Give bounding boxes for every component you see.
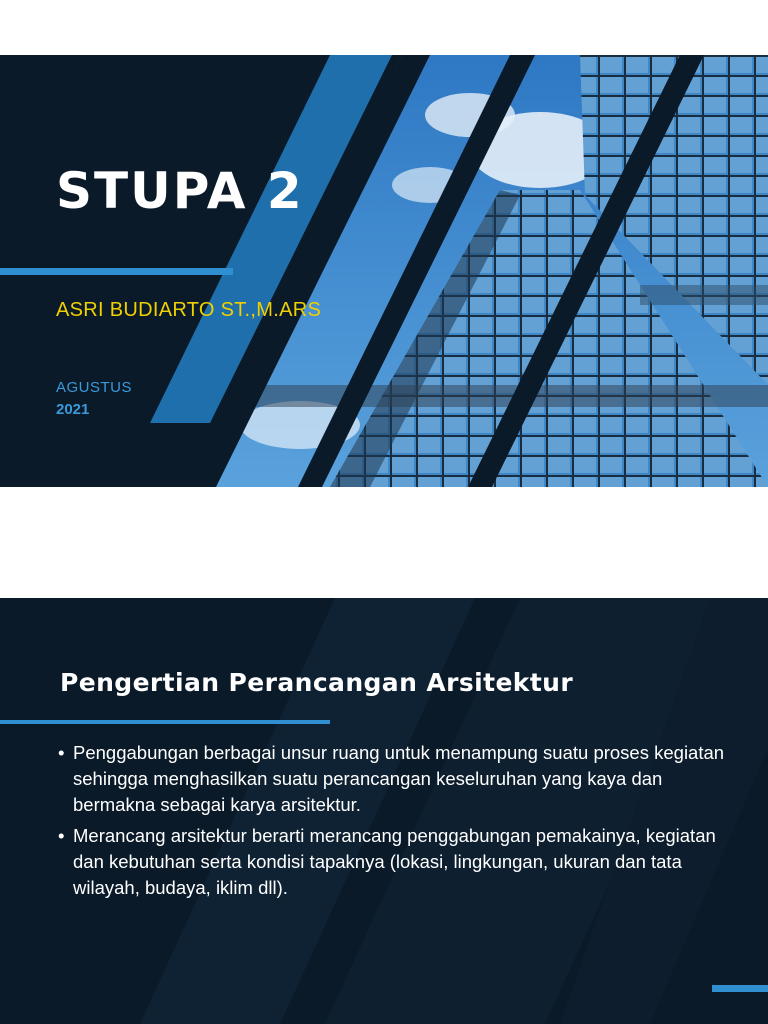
slide-title: STUPA 2 [56,162,304,220]
title-accent-bar [0,268,233,275]
heading-accent-bar [0,720,330,724]
slide-heading: Pengertian Perancangan Arsitektur [60,668,574,697]
title-slide [0,55,768,487]
presentation-year: 2021 [56,401,90,418]
bullet-list [58,740,738,906]
presentation-month: AGUSTUS [56,379,133,396]
bullet-item: • Penggabungan berbagai unsur ruang untuk menampung suatu proses kegiatan sehingga menghasilkan suatu perancangan keseluruhan yang kaya dan bermakna sebagai karya arsitektur. [58,740,738,818]
author-name: ASRI BUDIARTO ST.,M.ARS [56,299,322,321]
bullet-item: • Merancang arsitektur berarti merancang penggabungan pemakainya, kegiatan dan kebutuhan serta kondisi tapaknya (lokasi, lingkungan, ukuran dan tata wilayah, budaya, iklim dll). [58,823,738,901]
